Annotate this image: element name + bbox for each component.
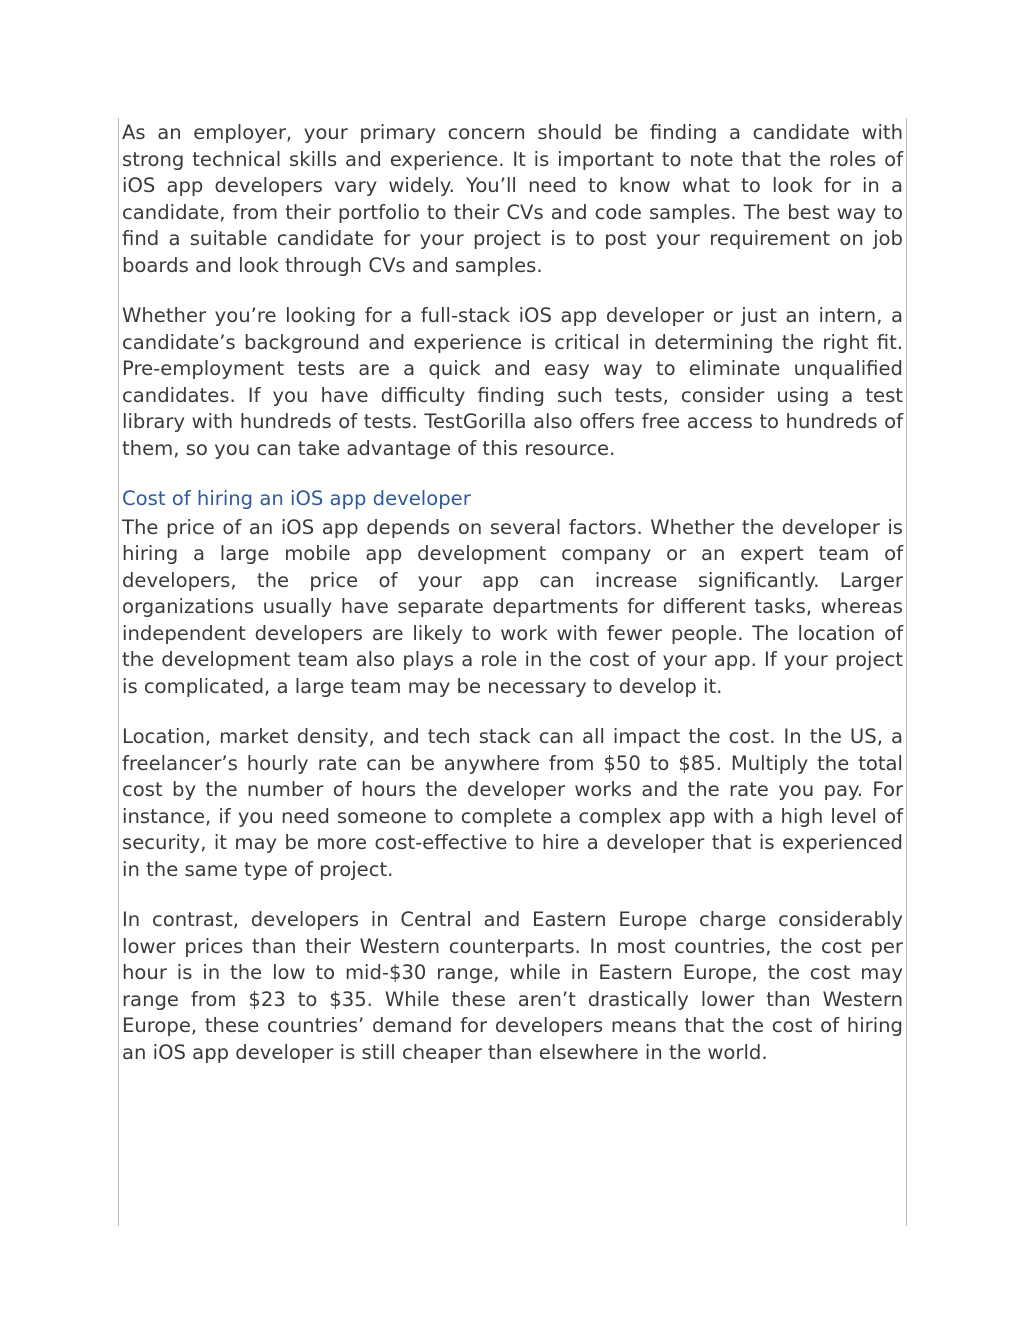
paragraph-employer-concern: As an employer, your primary concern should be finding a candidate with strong technical skills and experience. It is important to note that the roles of iOS app developers vary widely. You’ll need to know what to look for in a candidate, from their portfolio to their CVs and code samples. The best way to find a suitable candidate for your project is to post your requirement on job boards and look through CVs and samples. (122, 121, 903, 277)
paragraph-location-cost: Location, market density, and tech stack can all impact the cost. In the US, a freelancer’s hourly rate can be anywhere from $50 to $85. Multiply the total cost by the number of hours the developer works and the rate you pay. For instance, if you need someone to complete a complex app with a high level of security, it may be more cost-effective to hire a developer that is experienced in the same type of project. (122, 725, 903, 881)
section-heading: Cost of hiring an iOS app developer (122, 487, 471, 510)
paragraph-price-factors: The price of an iOS app depends on several factors. Whether the developer is hiring a large mobile app development company or an expert team of developers, the price of your app can increase significantly. Larger organizations usually have separate departments for different tasks, whereas independent developers are likely to work with fewer people. The location of the development team also plays a role in the cost of your app. If your project is complicated, a large team may be necessary to develop it. (122, 515, 903, 698)
article-body (118, 118, 907, 1226)
paragraph-eastern-europe: In contrast, developers in Central and Eastern Europe charge considerably lower prices than their Western counterparts. In most countries, the cost per hour is in the low to mid-$30 range, while in Eastern Europe, the cost may range from $23 to $35. While these aren’t drastically lower than Western Europe, these countries’ demand for developers means that the cost of hiring an iOS app developer is still cheaper than elsewhere in the world. (122, 908, 903, 1064)
paragraph-candidate-background: Whether you’re looking for a full-stack iOS app developer or just an intern, a candidate’s background and experience is critical in determining the right fit. Pre-employment tests are a quick and easy way to eliminate unqualified candidates. If you have difficulty finding such tests, consider using a test library with hundreds of tests. TestGorilla also offers free access to hundreds of them, so you can take advantage of this resource. (122, 304, 903, 460)
